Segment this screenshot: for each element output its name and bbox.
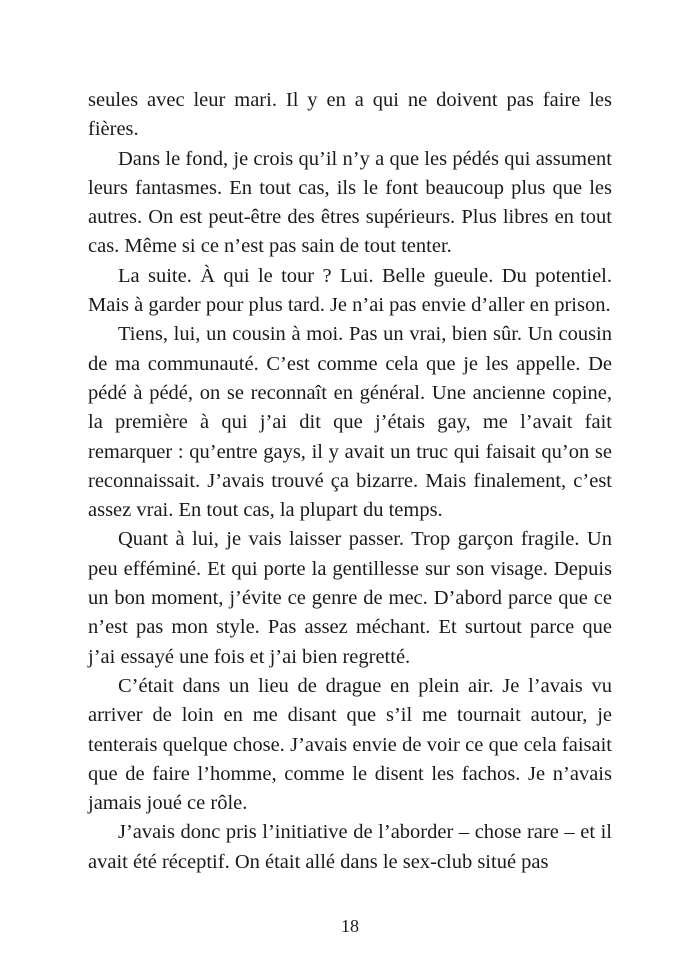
page-body bbox=[88, 86, 612, 877]
paragraph-continuation: seules avec leur mari. Il y en a qui ne doivent pas faire les fières. bbox=[88, 89, 612, 141]
paragraph-quant-a-lui: Quant à lui, je vais laisser passer. Trop garçon fragile. Un peu efféminé. Et qui porte la gentillesse sur son visage. Depuis un bon moment, j’évite ce genre de mec. D’abord parce que ce n’est pas mon style. Pas assez méchant. Et surtout parce que j’ai essayé une fois et j’ai bien regretté. bbox=[88, 528, 612, 668]
paragraph-fantasmes: Dans le fond, je crois qu’il n’y a que les pédés qui assument leurs fantasmes. En tout cas, ils le font beaucoup plus que les autres. On est peut-être des êtres supérieurs. Plus libres en tout cas. Même si ce n’est pas sain de tout tenter. bbox=[88, 147, 612, 258]
paragraph-initiative: J’avais donc pris l’initiative de l’aborder – chose rare – et il avait été réceptif. On était allé dans le sex-club situé pas bbox=[88, 821, 612, 873]
page-number: 18 bbox=[341, 916, 359, 936]
paragraph-lieu-de-drague: C’était dans un lieu de drague en plein air. Je l’avais vu arriver de loin en me disant que s’il me tournait autour, je tenterais quelque chose. J’avais envie de voir ce que cela faisait que de faire l’homme, comme le disent les fachos. Je n’avais jamais joué ce rôle. bbox=[88, 674, 612, 815]
paragraph-cousin: Tiens, lui, un cousin à moi. Pas un vrai, bien sûr. Un cousin de ma communauté. C’est comme cela que je les appelle. De pédé à pédé, on se reconnaît en général. Une ancienne copine, la première à qui j’ai dit que j’étais gay, me l’avait fait remarquer : qu’entre gays, il y avait un truc qui faisait qu’on se reconnaissait. J’avais trouvé ça bizarre. Mais finalement, c’est assez vrai. En tout cas, la plupart du temps. bbox=[88, 323, 612, 522]
paragraph-la-suite: La suite. À qui le tour ? Lui. Belle gueule. Du potentiel. Mais à garder pour plus tard. Je n’ai pas envie d’aller en prison. bbox=[88, 264, 612, 317]
